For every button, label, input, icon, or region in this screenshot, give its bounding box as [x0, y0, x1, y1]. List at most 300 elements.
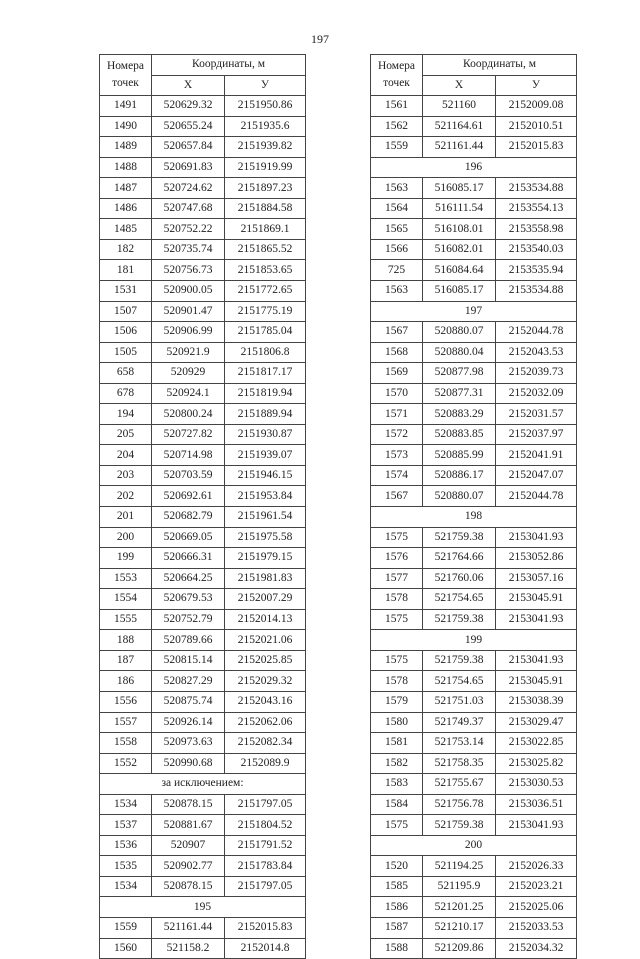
point-number-cell: 658	[100, 363, 152, 384]
table-row	[371, 219, 577, 240]
y-coordinate-cell: 2151935.6	[225, 116, 306, 137]
x-coordinate-cell: 520883.85	[423, 424, 496, 445]
y-coordinate-cell: 2152043.16	[225, 691, 306, 712]
x-coordinate-cell: 521161.44	[423, 137, 496, 158]
y-coordinate-cell: 2151791.52	[225, 835, 306, 856]
table-row	[100, 157, 306, 178]
table-row	[100, 712, 306, 733]
point-number-cell: 1556	[100, 691, 152, 712]
x-coordinate-cell: 520827.29	[152, 671, 225, 692]
point-number-cell: 1569	[371, 363, 423, 384]
table-row	[100, 178, 306, 199]
y-coordinate-cell: 2153045.91	[496, 671, 577, 692]
x-coordinate-cell: 520682.79	[152, 507, 225, 528]
table-row	[371, 876, 577, 897]
y-coordinate-cell: 2152029.32	[225, 671, 306, 692]
point-number-cell: 1578	[371, 671, 423, 692]
table-row	[371, 794, 577, 815]
y-coordinate-cell: 2151930.87	[225, 424, 306, 445]
point-number-cell: 188	[100, 630, 152, 651]
x-coordinate-cell: 521759.38	[423, 527, 496, 548]
header-y: У	[496, 75, 577, 96]
header-coordinates: Координаты, м	[423, 55, 577, 76]
y-coordinate-cell: 2151946.15	[225, 465, 306, 486]
x-coordinate-cell: 521201.25	[423, 897, 496, 918]
point-number-cell: 204	[100, 445, 152, 466]
point-number-cell: 186	[100, 671, 152, 692]
table-row	[371, 527, 577, 548]
point-number-cell: 200	[100, 527, 152, 548]
x-coordinate-cell: 516084.64	[423, 260, 496, 281]
x-coordinate-cell: 521756.78	[423, 794, 496, 815]
y-coordinate-cell: 2151975.58	[225, 527, 306, 548]
table-row	[100, 568, 306, 589]
point-number-cell: 1582	[371, 753, 423, 774]
x-coordinate-cell: 521158.2	[152, 938, 225, 959]
table-row	[371, 856, 577, 877]
section-label: 198	[371, 507, 577, 528]
y-coordinate-cell: 2153045.91	[496, 589, 577, 610]
y-coordinate-cell: 2152007.29	[225, 589, 306, 610]
point-number-cell: 1583	[371, 774, 423, 795]
table-row	[100, 507, 306, 528]
x-coordinate-cell: 520629.32	[152, 96, 225, 117]
table-row	[100, 589, 306, 610]
point-number-cell: 1537	[100, 815, 152, 836]
y-coordinate-cell: 2152015.83	[225, 917, 306, 938]
x-coordinate-cell: 516085.17	[423, 178, 496, 199]
point-number-cell: 1573	[371, 445, 423, 466]
table-row	[100, 239, 306, 260]
point-number-cell: 1552	[100, 753, 152, 774]
table-row	[371, 424, 577, 445]
point-number-cell: 1588	[371, 938, 423, 959]
table-row	[371, 383, 577, 404]
table-row	[100, 876, 306, 897]
point-number-cell: 1575	[371, 527, 423, 548]
table-row	[100, 96, 306, 117]
table-row	[100, 404, 306, 425]
table-row	[100, 383, 306, 404]
point-number-cell: 1559	[100, 917, 152, 938]
point-number-cell: 1567	[371, 486, 423, 507]
point-number-cell: 1486	[100, 198, 152, 219]
point-number-cell: 1560	[100, 938, 152, 959]
y-coordinate-cell: 2153029.47	[496, 712, 577, 733]
point-number-cell: 1559	[371, 137, 423, 158]
y-coordinate-cell: 2151950.86	[225, 96, 306, 117]
point-number-cell: 1535	[100, 856, 152, 877]
point-number-cell: 1587	[371, 917, 423, 938]
section-row	[371, 507, 577, 528]
x-coordinate-cell: 520880.07	[423, 322, 496, 343]
y-coordinate-cell: 2151897.23	[225, 178, 306, 199]
x-coordinate-cell: 520906.99	[152, 322, 225, 343]
table-row	[371, 342, 577, 363]
table-row	[100, 424, 306, 445]
point-number-cell: 187	[100, 650, 152, 671]
y-coordinate-cell: 2152026.33	[496, 856, 577, 877]
x-coordinate-cell: 520902.77	[152, 856, 225, 877]
table-row	[371, 938, 577, 959]
x-coordinate-cell: 520789.66	[152, 630, 225, 651]
point-number-cell: 1574	[371, 465, 423, 486]
y-coordinate-cell: 2153534.88	[496, 281, 577, 302]
point-number-cell: 203	[100, 465, 152, 486]
section-label: 196	[371, 157, 577, 178]
y-coordinate-cell: 2153038.39	[496, 691, 577, 712]
y-coordinate-cell: 2152025.06	[496, 897, 577, 918]
table-row	[100, 281, 306, 302]
x-coordinate-cell: 520880.07	[423, 486, 496, 507]
table-row	[100, 219, 306, 240]
y-coordinate-cell: 2151889.94	[225, 404, 306, 425]
x-coordinate-cell: 520885.99	[423, 445, 496, 466]
y-coordinate-cell: 2152082.34	[225, 733, 306, 754]
point-number-cell: 1531	[100, 281, 152, 302]
y-coordinate-cell: 2152044.78	[496, 486, 577, 507]
point-number-cell: 1489	[100, 137, 152, 158]
table-row	[371, 445, 577, 466]
section-row	[371, 157, 577, 178]
point-number-cell: 1553	[100, 568, 152, 589]
table-row	[100, 835, 306, 856]
point-number-cell: 1561	[371, 96, 423, 117]
x-coordinate-cell: 521164.61	[423, 116, 496, 137]
x-coordinate-cell: 520886.17	[423, 465, 496, 486]
x-coordinate-cell: 520878.15	[152, 794, 225, 815]
table-row	[100, 116, 306, 137]
y-coordinate-cell: 2152009.08	[496, 96, 577, 117]
table-row	[100, 794, 306, 815]
x-coordinate-cell: 520877.31	[423, 383, 496, 404]
x-coordinate-cell: 516082.01	[423, 239, 496, 260]
y-coordinate-cell: 2153041.93	[496, 650, 577, 671]
section-row	[371, 301, 577, 322]
table-row	[371, 198, 577, 219]
section-row	[371, 835, 577, 856]
coordinates-table-right	[370, 54, 577, 959]
point-number-cell: 1506	[100, 322, 152, 343]
x-coordinate-cell: 520664.25	[152, 568, 225, 589]
y-coordinate-cell: 2151817.17	[225, 363, 306, 384]
y-coordinate-cell: 2151797.05	[225, 794, 306, 815]
x-coordinate-cell: 521755.67	[423, 774, 496, 795]
point-number-cell: 1580	[371, 712, 423, 733]
table-row	[100, 198, 306, 219]
point-number-cell: 205	[100, 424, 152, 445]
point-number-cell: 1491	[100, 96, 152, 117]
x-coordinate-cell: 520735.74	[152, 239, 225, 260]
point-number-cell: 1534	[100, 876, 152, 897]
table-row	[100, 753, 306, 774]
table-row	[100, 301, 306, 322]
x-coordinate-cell: 521160	[423, 96, 496, 117]
point-number-cell: 199	[100, 548, 152, 569]
table-row	[100, 137, 306, 158]
x-coordinate-cell: 520669.05	[152, 527, 225, 548]
point-number-cell: 181	[100, 260, 152, 281]
point-number-cell: 1536	[100, 835, 152, 856]
table-row	[100, 650, 306, 671]
x-coordinate-cell: 520929	[152, 363, 225, 384]
x-coordinate-cell: 520924.1	[152, 383, 225, 404]
table-row	[100, 548, 306, 569]
x-coordinate-cell: 520921.9	[152, 342, 225, 363]
table-row	[100, 630, 306, 651]
y-coordinate-cell: 2152044.78	[496, 322, 577, 343]
y-coordinate-cell: 2151884.58	[225, 198, 306, 219]
y-coordinate-cell: 2153558.98	[496, 219, 577, 240]
section-label: 197	[371, 301, 577, 322]
y-coordinate-cell: 2151979.15	[225, 548, 306, 569]
x-coordinate-cell: 521753.14	[423, 733, 496, 754]
y-coordinate-cell: 2153041.93	[496, 815, 577, 836]
table-row	[371, 363, 577, 384]
y-coordinate-cell: 2153025.82	[496, 753, 577, 774]
table-row	[371, 116, 577, 137]
x-coordinate-cell: 521754.65	[423, 671, 496, 692]
y-coordinate-cell: 2152021.06	[225, 630, 306, 651]
x-coordinate-cell: 520657.84	[152, 137, 225, 158]
point-number-cell: 1557	[100, 712, 152, 733]
table-row	[371, 322, 577, 343]
point-number-cell: 202	[100, 486, 152, 507]
y-coordinate-cell: 2152025.85	[225, 650, 306, 671]
point-number-cell: 1585	[371, 876, 423, 897]
x-coordinate-cell: 520666.31	[152, 548, 225, 569]
point-number-cell: 1567	[371, 322, 423, 343]
header-x: X	[152, 75, 225, 96]
y-coordinate-cell: 2151797.05	[225, 876, 306, 897]
point-number-cell: 194	[100, 404, 152, 425]
y-coordinate-cell: 2151869.1	[225, 219, 306, 240]
point-number-cell: 1578	[371, 589, 423, 610]
section-label: 195	[100, 897, 306, 918]
y-coordinate-cell: 2151785.04	[225, 322, 306, 343]
point-number-cell: 1564	[371, 198, 423, 219]
table-row	[371, 712, 577, 733]
y-coordinate-cell: 2151772.65	[225, 281, 306, 302]
y-coordinate-cell: 2151953.84	[225, 486, 306, 507]
x-coordinate-cell: 520901.47	[152, 301, 225, 322]
x-coordinate-cell: 520990.68	[152, 753, 225, 774]
table-row	[100, 363, 306, 384]
y-coordinate-cell: 2152023.21	[496, 876, 577, 897]
y-coordinate-cell: 2153041.93	[496, 609, 577, 630]
point-number-cell: 1563	[371, 178, 423, 199]
y-coordinate-cell: 2152037.97	[496, 424, 577, 445]
table-row	[371, 568, 577, 589]
point-number-cell: 1505	[100, 342, 152, 363]
table-row	[371, 609, 577, 630]
table-row	[371, 733, 577, 754]
table-row	[100, 445, 306, 466]
point-number-cell: 1507	[100, 301, 152, 322]
point-number-cell: 1563	[371, 281, 423, 302]
y-coordinate-cell: 2151919.99	[225, 157, 306, 178]
x-coordinate-cell: 521759.38	[423, 650, 496, 671]
point-number-cell: 725	[371, 260, 423, 281]
y-coordinate-cell: 2151865.52	[225, 239, 306, 260]
x-coordinate-cell: 521760.06	[423, 568, 496, 589]
table-row	[371, 281, 577, 302]
header-coordinates: Координаты, м	[152, 55, 306, 76]
y-coordinate-cell: 2152047.07	[496, 465, 577, 486]
x-coordinate-cell: 520880.04	[423, 342, 496, 363]
x-coordinate-cell: 520815.14	[152, 650, 225, 671]
x-coordinate-cell: 520747.68	[152, 198, 225, 219]
coordinates-table-left	[99, 54, 306, 959]
x-coordinate-cell: 521209.86	[423, 938, 496, 959]
section-label: 199	[371, 630, 577, 651]
y-coordinate-cell: 2152034.32	[496, 938, 577, 959]
x-coordinate-cell: 520714.98	[152, 445, 225, 466]
table-row	[100, 815, 306, 836]
x-coordinate-cell: 521758.35	[423, 753, 496, 774]
table-row	[371, 465, 577, 486]
point-number-cell: 1570	[371, 383, 423, 404]
table-row	[100, 856, 306, 877]
point-number-cell: 1572	[371, 424, 423, 445]
point-number-cell: 1566	[371, 239, 423, 260]
x-coordinate-cell: 520692.61	[152, 486, 225, 507]
table-row	[371, 260, 577, 281]
header-y: У	[225, 75, 306, 96]
y-coordinate-cell: 2151981.83	[225, 568, 306, 589]
table-row	[100, 671, 306, 692]
table-row	[100, 342, 306, 363]
y-coordinate-cell: 2153540.03	[496, 239, 577, 260]
table-row	[371, 178, 577, 199]
y-coordinate-cell: 2151853.65	[225, 260, 306, 281]
table-row	[371, 691, 577, 712]
y-coordinate-cell: 2152089.9	[225, 753, 306, 774]
x-coordinate-cell: 520800.24	[152, 404, 225, 425]
header-x: X	[423, 75, 496, 96]
point-number-cell: 678	[100, 383, 152, 404]
section-label: 200	[371, 835, 577, 856]
x-coordinate-cell: 521161.44	[152, 917, 225, 938]
point-number-cell: 1488	[100, 157, 152, 178]
x-coordinate-cell: 521759.38	[423, 609, 496, 630]
x-coordinate-cell: 520877.98	[423, 363, 496, 384]
y-coordinate-cell: 2152014.8	[225, 938, 306, 959]
point-number-cell: 1575	[371, 650, 423, 671]
y-coordinate-cell: 2153036.51	[496, 794, 577, 815]
point-number-cell: 1534	[100, 794, 152, 815]
x-coordinate-cell: 516085.17	[423, 281, 496, 302]
point-number-cell: 1490	[100, 116, 152, 137]
y-coordinate-cell: 2151819.94	[225, 383, 306, 404]
table-row	[371, 486, 577, 507]
table-row	[100, 917, 306, 938]
table-row	[100, 260, 306, 281]
y-coordinate-cell: 2152033.53	[496, 917, 577, 938]
y-coordinate-cell: 2151961.54	[225, 507, 306, 528]
x-coordinate-cell: 516111.54	[423, 198, 496, 219]
x-coordinate-cell: 520883.29	[423, 404, 496, 425]
x-coordinate-cell: 520973.63	[152, 733, 225, 754]
x-coordinate-cell: 521751.03	[423, 691, 496, 712]
x-coordinate-cell: 520926.14	[152, 712, 225, 733]
x-coordinate-cell: 521764.66	[423, 548, 496, 569]
header-point-number: Номера точек	[100, 55, 152, 96]
point-number-cell: 1581	[371, 733, 423, 754]
section-row	[100, 897, 306, 918]
y-coordinate-cell: 2153554.13	[496, 198, 577, 219]
y-coordinate-cell: 2153030.53	[496, 774, 577, 795]
y-coordinate-cell: 2152010.51	[496, 116, 577, 137]
y-coordinate-cell: 2153535.94	[496, 260, 577, 281]
x-coordinate-cell: 520752.22	[152, 219, 225, 240]
x-coordinate-cell: 520881.67	[152, 815, 225, 836]
x-coordinate-cell: 521210.17	[423, 917, 496, 938]
table-row	[100, 938, 306, 959]
page-number: 197	[311, 32, 329, 46]
table-row	[371, 548, 577, 569]
table-row	[100, 465, 306, 486]
section-row	[371, 630, 577, 651]
table-row	[371, 897, 577, 918]
y-coordinate-cell: 2153041.93	[496, 527, 577, 548]
table-row	[371, 671, 577, 692]
y-coordinate-cell: 2151939.82	[225, 137, 306, 158]
table-row	[371, 774, 577, 795]
x-coordinate-cell: 521754.65	[423, 589, 496, 610]
x-coordinate-cell: 520878.15	[152, 876, 225, 897]
x-coordinate-cell: 520727.82	[152, 424, 225, 445]
x-coordinate-cell: 520724.62	[152, 178, 225, 199]
point-number-cell: 1565	[371, 219, 423, 240]
table-row	[100, 691, 306, 712]
y-coordinate-cell: 2151939.07	[225, 445, 306, 466]
y-coordinate-cell: 2153022.85	[496, 733, 577, 754]
point-number-cell: 1584	[371, 794, 423, 815]
table-row	[100, 733, 306, 754]
x-coordinate-cell: 520900.05	[152, 281, 225, 302]
point-number-cell: 1487	[100, 178, 152, 199]
x-coordinate-cell: 521759.38	[423, 815, 496, 836]
x-coordinate-cell: 520679.53	[152, 589, 225, 610]
table-row	[100, 609, 306, 630]
x-coordinate-cell: 520691.83	[152, 157, 225, 178]
x-coordinate-cell: 520907	[152, 835, 225, 856]
x-coordinate-cell: 520752.79	[152, 609, 225, 630]
point-number-cell: 1575	[371, 815, 423, 836]
point-number-cell: 1562	[371, 116, 423, 137]
y-coordinate-cell: 2152031.57	[496, 404, 577, 425]
y-coordinate-cell: 2151806.8	[225, 342, 306, 363]
y-coordinate-cell: 2153534.88	[496, 178, 577, 199]
y-coordinate-cell: 2152062.06	[225, 712, 306, 733]
table-row	[100, 527, 306, 548]
x-coordinate-cell: 521749.37	[423, 712, 496, 733]
y-coordinate-cell: 2152041.91	[496, 445, 577, 466]
y-coordinate-cell: 2151775.19	[225, 301, 306, 322]
point-number-cell: 1577	[371, 568, 423, 589]
table-row	[371, 815, 577, 836]
point-number-cell: 1576	[371, 548, 423, 569]
point-number-cell: 1558	[100, 733, 152, 754]
point-number-cell: 1575	[371, 609, 423, 630]
x-coordinate-cell: 520703.59	[152, 465, 225, 486]
table-row	[371, 96, 577, 117]
table-row	[371, 753, 577, 774]
table-row	[371, 917, 577, 938]
table-row	[371, 137, 577, 158]
point-number-cell: 1554	[100, 589, 152, 610]
